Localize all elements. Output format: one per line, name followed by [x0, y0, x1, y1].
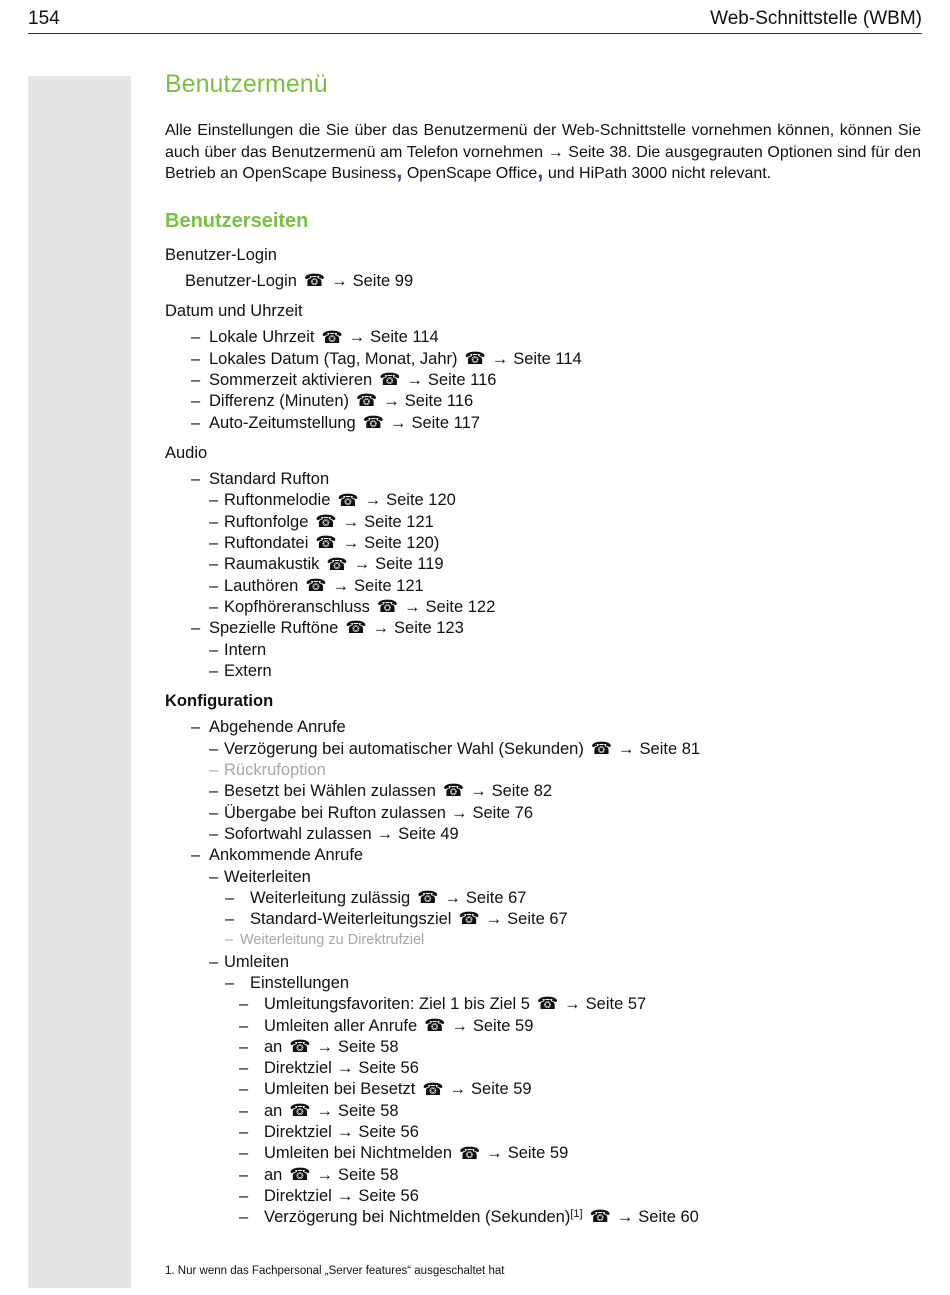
page-reference: Seite 76: [472, 803, 534, 822]
arrow-right-icon: →: [406, 370, 423, 389]
item-label: Umleitungsfavoriten: Ziel 1 bis Ziel 5: [264, 995, 530, 1014]
list-dash: –: [191, 370, 201, 389]
page-reference: Seite 60: [638, 1208, 699, 1227]
arrow-right-icon: →: [331, 271, 348, 290]
page-reference: Seite 56: [358, 1059, 419, 1078]
arrow-right-icon: →: [372, 619, 390, 638]
page-reference: Seite 99: [352, 271, 414, 290]
list-item: [165, 867, 925, 888]
phone-icon: ☎: [424, 1015, 446, 1035]
arrow-right-icon: →: [348, 328, 366, 347]
list-dash: –: [239, 1165, 249, 1184]
arrow-right-icon: →: [316, 1101, 334, 1120]
list-dash: –: [191, 619, 201, 638]
list-dash: –: [239, 1208, 249, 1227]
list-dash: –: [239, 1016, 249, 1035]
list-dash: –: [239, 1059, 249, 1078]
item-label: Spezielle Ruftöne: [209, 619, 339, 638]
item-label: Intern: [224, 640, 267, 659]
list-item: [165, 760, 925, 781]
list-item: [165, 370, 925, 391]
item-label: Benutzer-Login: [185, 271, 297, 290]
margin-sidebar: [28, 76, 131, 1288]
phone-icon: ☎: [376, 597, 399, 617]
list-dash: –: [191, 392, 201, 411]
group-heading: Datum und Uhrzeit: [165, 302, 303, 321]
list-dash: –: [209, 952, 219, 971]
section-title: Benutzerseiten: [165, 209, 309, 232]
item-label: Differenz (Minuten): [209, 392, 350, 411]
item-label: Direktziel: [264, 1059, 332, 1078]
page-reference: Seite 59: [472, 1016, 534, 1035]
phone-icon: ☎: [379, 370, 401, 390]
page-reference: Seite 120: [386, 491, 456, 510]
footnote: 1. Nur wenn das Fachpersonal „Server features“ ausgeschaltet hat: [165, 1265, 505, 1277]
list-dash: –: [239, 1101, 249, 1120]
phone-icon: ☎: [422, 1079, 444, 1099]
list-dash: –: [209, 576, 219, 595]
list-item: [165, 930, 925, 951]
item-label: Weiterleitung zu Direktrufziel: [240, 932, 425, 949]
arrow-right-icon: →: [364, 491, 382, 510]
list-dash: –: [209, 491, 219, 510]
header-rule: [28, 33, 922, 34]
arrow-right-icon: →: [404, 597, 421, 616]
arrow-right-icon: →: [618, 739, 635, 758]
item-label: Ankommende Anrufe: [209, 846, 364, 865]
arrow-right-icon: →: [342, 512, 360, 531]
item-label: Weiterleitung zulässig: [250, 888, 411, 907]
phone-icon: ☎: [464, 348, 486, 368]
phone-icon: ☎: [356, 391, 378, 411]
page-reference: Seite 59: [471, 1080, 532, 1099]
page-reference: Seite 58: [338, 1037, 399, 1056]
page-reference: Seite 121: [364, 512, 434, 531]
item-label: an: [264, 1037, 283, 1056]
list-item: [165, 781, 925, 802]
page-reference: Seite 120): [364, 534, 440, 553]
arrow-right-icon: →: [470, 782, 487, 801]
arrow-right-icon: →: [316, 1165, 334, 1184]
page-reference: Seite 49: [398, 824, 459, 843]
item-label: Umleiten: [224, 952, 290, 971]
phone-icon: ☎: [442, 781, 465, 801]
list-item: [165, 824, 925, 845]
list-item: [165, 717, 925, 738]
list-dash: –: [209, 867, 219, 886]
item-label: Verzögerung bei automatischer Wahl (Sekunden): [224, 739, 584, 758]
arrow-right-icon: →: [389, 413, 407, 432]
page-reference: Seite 114: [370, 328, 439, 347]
group-heading: Konfiguration: [165, 692, 274, 711]
list-item: [165, 391, 925, 412]
footnote-marker: [1]: [570, 1208, 583, 1221]
list-dash: –: [209, 661, 219, 680]
page-title: Benutzermenü: [165, 70, 328, 98]
list-dash: –: [191, 349, 201, 368]
item-label: Sofortwahl zulassen: [224, 824, 372, 843]
page-reference: Seite 82: [491, 782, 553, 801]
item-label: Ruftonmelodie: [224, 491, 331, 510]
list-dash: –: [209, 597, 219, 616]
page-number: 154: [28, 8, 60, 29]
page-reference: Seite 114: [513, 349, 582, 368]
list-item: [165, 597, 925, 618]
list-item: [165, 618, 925, 639]
phone-icon: ☎: [337, 490, 359, 510]
list-item: [165, 909, 925, 930]
group-items: [165, 717, 925, 1228]
list-item: [165, 1016, 925, 1037]
list-item: [165, 739, 925, 760]
list-item: [165, 1165, 925, 1186]
phone-icon: ☎: [326, 554, 348, 574]
list-dash: –: [209, 739, 219, 758]
group-items: [165, 469, 925, 682]
list-dash: –: [209, 640, 219, 659]
item-label: Umleiten aller Anrufe: [264, 1016, 418, 1035]
list-dash: –: [191, 470, 201, 489]
phone-icon: ☎: [590, 738, 613, 758]
page-reference: Seite 59: [507, 1144, 569, 1163]
page-reference: Seite 67: [465, 888, 527, 907]
list-item: [165, 576, 925, 597]
page-reference: Seite 123: [394, 619, 464, 638]
item-label: Lauthören: [224, 576, 299, 595]
phone-icon: ☎: [305, 575, 327, 595]
arrow-right-icon: →: [376, 824, 394, 843]
list-dash: –: [239, 1123, 249, 1142]
phone-icon: ☎: [536, 994, 559, 1014]
settings-group: [165, 691, 925, 1228]
item-label: Sommerzeit aktivieren: [209, 370, 373, 389]
list-dash: –: [239, 1037, 249, 1056]
phone-icon: ☎: [321, 327, 343, 347]
intro-comma-1: ,: [396, 158, 403, 183]
item-label: Umleiten bei Nichtmelden: [264, 1144, 453, 1163]
arrow-right-icon: →: [316, 1037, 334, 1056]
list-item: [165, 1207, 925, 1228]
item-label: Ruftonfolge: [224, 512, 309, 531]
list-item: [165, 1186, 925, 1207]
arrow-right-icon: →: [336, 1186, 354, 1205]
list-dash: –: [209, 761, 219, 780]
group-items: [165, 327, 925, 433]
item-label: Direktziel: [264, 1186, 332, 1205]
list-item: [165, 554, 925, 575]
phone-icon: ☎: [362, 412, 384, 432]
arrow-right-icon: →: [485, 910, 503, 929]
group-heading: Audio: [165, 443, 208, 462]
item-label: Extern: [224, 661, 272, 680]
phone-icon: ☎: [459, 1143, 481, 1163]
arrow-right-icon: →: [342, 534, 360, 553]
item-label: Direktziel: [264, 1123, 332, 1142]
phone-icon: ☎: [303, 270, 326, 290]
item-label: Ruftondatei: [224, 534, 309, 553]
list-dash: –: [225, 910, 235, 929]
group-items: [165, 271, 925, 292]
list-item: [165, 271, 925, 292]
list-dash: –: [239, 1080, 249, 1099]
arrow-right-icon: →: [564, 995, 581, 1014]
settings-group: [165, 443, 925, 682]
list-item: [165, 327, 925, 348]
list-item: [165, 1037, 925, 1058]
item-label: Verzögerung bei Nichtmelden (Sekunden): [264, 1208, 571, 1227]
list-dash: –: [209, 512, 219, 531]
intro-text-1: Alle Einstellungen die Sie über das Benutzermenü der Web-Schnittstelle vornehmen können, können Sie auch über das Benutzermenü am Telefon vornehmen → Seite 38. Die ausgegrauten Optionen sind für den Betrieb an OpenScape Business: [165, 122, 921, 182]
arrow-right-icon: →: [450, 803, 468, 822]
list-item: [165, 640, 925, 661]
phone-icon: ☎: [315, 533, 337, 553]
list-item: [165, 845, 925, 866]
arrow-right-icon: →: [491, 349, 509, 368]
list-dash: –: [209, 555, 219, 574]
page-reference: Seite 56: [358, 1123, 419, 1142]
phone-icon: ☎: [289, 1100, 311, 1120]
page-reference: Seite 122: [425, 597, 496, 616]
list-item: [165, 1079, 925, 1100]
arrow-right-icon: →: [486, 1144, 503, 1163]
phone-icon: ☎: [417, 887, 439, 907]
intro-text-2: OpenScape Office: [402, 165, 538, 182]
item-label: Raumakustik: [224, 555, 320, 574]
list-dash: –: [239, 1144, 249, 1163]
item-label: Einstellungen: [250, 974, 350, 992]
page-reference: Seite 121: [354, 576, 424, 595]
list-dash: –: [191, 328, 201, 347]
group-heading: Benutzer-Login: [165, 245, 277, 264]
list-item: [165, 1101, 925, 1122]
list-dash: –: [239, 995, 249, 1014]
list-dash: –: [225, 974, 235, 992]
arrow-right-icon: →: [451, 1016, 468, 1035]
list-dash: –: [225, 888, 235, 907]
arrow-right-icon: →: [332, 576, 350, 595]
item-label: Standard-Weiterleitungsziel: [250, 910, 452, 929]
item-label: Standard Rufton: [209, 470, 330, 489]
item-label: Auto-Zeitumstellung: [209, 413, 356, 432]
item-label: Umleiten bei Besetzt: [264, 1080, 416, 1099]
list-item: [165, 1058, 925, 1079]
page-reference: Seite 58: [338, 1101, 399, 1120]
phone-icon: ☎: [345, 618, 367, 638]
page-reference: Seite 116: [427, 370, 497, 389]
arrow-right-icon: →: [353, 555, 371, 574]
page-reference: Seite 56: [358, 1186, 419, 1205]
arrow-right-icon: →: [616, 1208, 634, 1227]
phone-icon: ☎: [315, 511, 337, 531]
phone-icon: ☎: [289, 1037, 311, 1057]
page-reference: Seite 119: [375, 555, 444, 574]
arrow-right-icon: →: [444, 888, 461, 907]
list-dash: –: [191, 718, 201, 737]
item-label: Lokales Datum (Tag, Monat, Jahr): [209, 349, 458, 368]
intro-text-3: und HiPath 3000 nicht relevant.: [543, 165, 772, 182]
arrow-right-icon: →: [336, 1123, 354, 1142]
settings-group: [165, 301, 925, 434]
list-dash: –: [209, 803, 219, 822]
list-dash: –: [209, 782, 219, 801]
item-label: Lokale Uhrzeit: [209, 328, 315, 347]
list-dash: –: [225, 932, 234, 949]
settings-list: [165, 245, 925, 1229]
list-item: [165, 349, 925, 370]
list-item: [165, 469, 925, 490]
list-dash: –: [209, 824, 219, 843]
item-label: Weiterleiten: [224, 867, 311, 886]
list-item: [165, 803, 925, 824]
arrow-right-icon: →: [336, 1059, 354, 1078]
list-dash: –: [239, 1186, 249, 1205]
page-reference: Seite 67: [507, 910, 568, 929]
list-item: [165, 512, 925, 533]
phone-icon: ☎: [458, 909, 480, 929]
arrow-right-icon: →: [449, 1080, 467, 1099]
list-item: [165, 1143, 925, 1164]
running-header-title: Web-Schnittstelle (WBM): [710, 8, 922, 29]
page-reference: Seite 116: [404, 392, 474, 411]
settings-group: [165, 245, 925, 293]
list-item: [165, 490, 925, 511]
item-label: an: [264, 1101, 283, 1120]
list-item: [165, 994, 925, 1015]
item-label: Abgehende Anrufe: [209, 718, 346, 737]
page-reference: Seite 57: [585, 995, 647, 1014]
list-item: [165, 413, 925, 434]
page-reference: Seite 58: [338, 1165, 399, 1184]
phone-icon: ☎: [289, 1164, 311, 1184]
list-dash: –: [191, 846, 201, 865]
list-dash: –: [191, 413, 201, 432]
item-label: Kopfhöreranschluss: [224, 597, 370, 616]
item-label: an: [264, 1165, 283, 1184]
list-dash: –: [209, 534, 219, 553]
intro-paragraph: [165, 120, 921, 185]
item-label: Übergabe bei Rufton zulassen: [224, 803, 446, 822]
item-label: Rückrufoption: [224, 761, 326, 780]
phone-icon: ☎: [589, 1207, 611, 1227]
page-reference: Seite 117: [411, 413, 480, 432]
list-item: [165, 533, 925, 554]
main-content: [165, 68, 925, 1229]
list-item: [165, 888, 925, 909]
item-label: Besetzt bei Wählen zulassen: [224, 782, 436, 801]
intro-comma-2: ,: [537, 158, 544, 183]
list-item: [165, 952, 925, 973]
list-item: [165, 1122, 925, 1143]
arrow-right-icon: →: [383, 392, 400, 411]
page-reference: Seite 81: [639, 739, 701, 758]
list-item: [165, 661, 925, 682]
list-item: [165, 973, 925, 994]
